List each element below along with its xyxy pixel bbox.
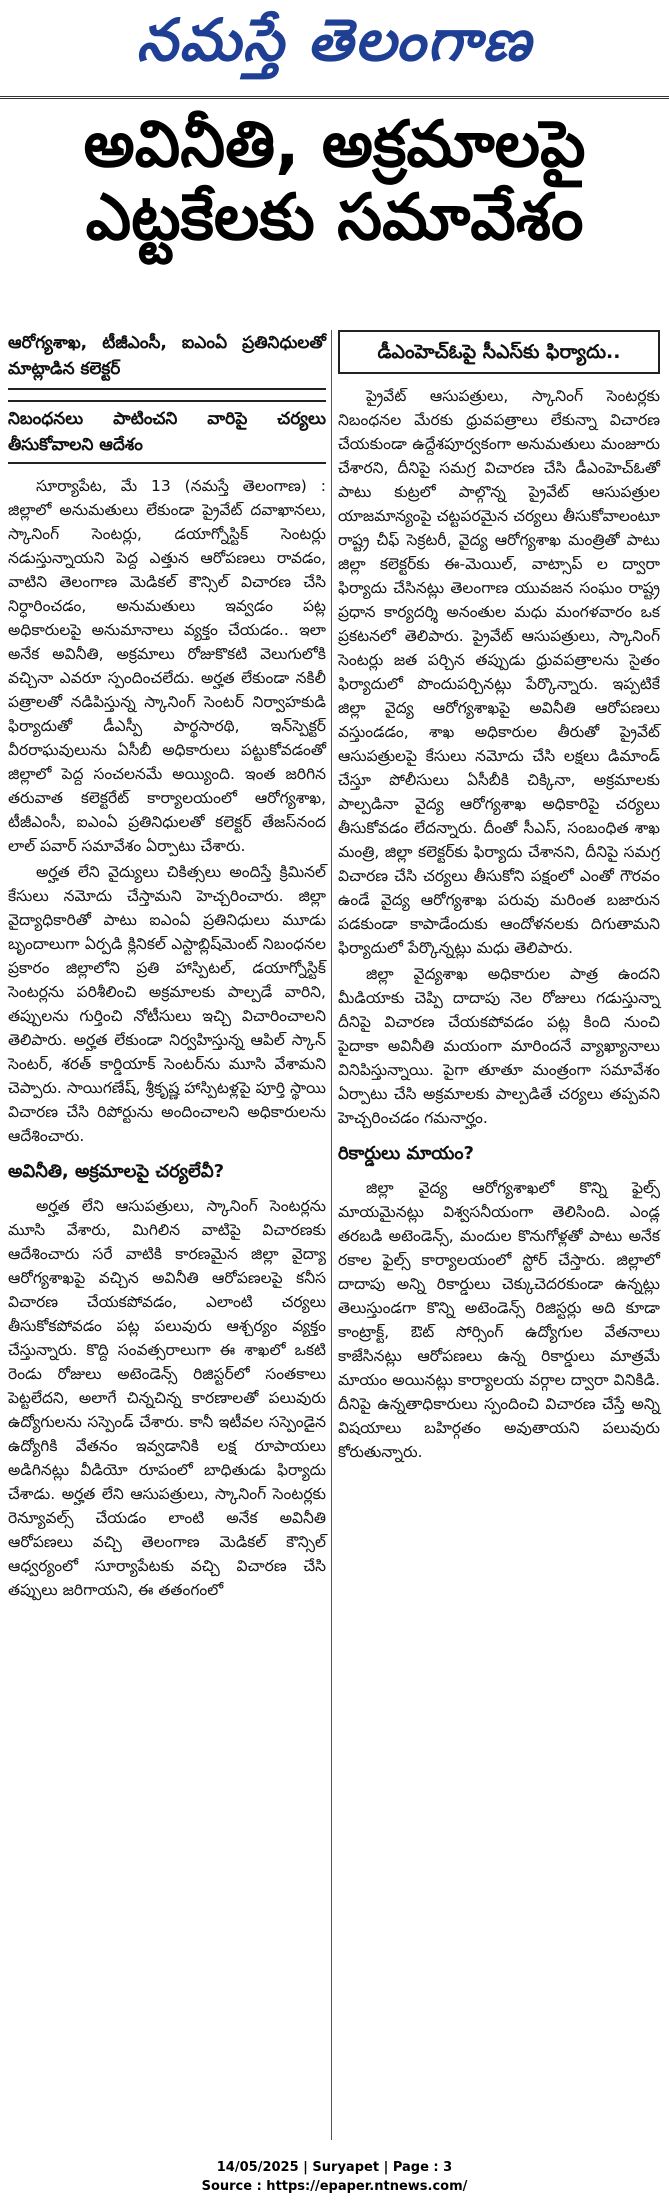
section-heading: రికార్డులు మాయం?	[338, 1143, 474, 1164]
article-paragraph: సూర్యాపేట, మే 13 (నమస్తే తెలంగాణ) : జిల్లాలో అనుమతులు లేకుండా ప్రైవేట్ దవాఖానలు, స్కానింగ్ సెంటర్లు, డయాగ్నోస్టిక్ సెంటర్లు నడుస్తున్నాయని పెద్ద ఎత్తున ఆరోపణలు రావడం, వాటిని తెలంగాణ మెడికల్ కౌన్సిల్ విచారణ చేసి నిర్ధారించడం, అనుమతులు ఇవ్వడం పట్ల అధికారులపై అనుమానాలు వ్యక్తం చేయడం.. ఇలా అనేక అవినీతి, అక్రమాలు రోజుకొకటి వెలుగులోకి వచ్చినా ఎవరూ స్పందించలేదు. అర్హత లేకుండా నకిలీ పత్రాలతో నడిపిస్తున్న స్కానింగ్ సెంటర్ నిర్వాహకుడి ఫిర్యాదుతో డీఎస్పీ పార్థసారథి, ఇన్‌స్పెక్టర్ వీరరాఘవులును ఏసీబీ అధికారులు పట్టుకోవడంతో జిల్లాలో పెద్ద సంచలనమే అయ్యింది. ఇంత జరిగిన తరువాత కలెక్టరేట్ కార్యాలయంలో ఆరోగ్యశాఖ, టీజీఎంసీ, ఐఎంఏ ప్రతినిధులతో కలెక్టర్ తేజస్‌నంద లాల్ పవార్ సమావేశం ఏర్పాటు చేశారు.	[8, 477, 326, 855]
masthead	[0, 0, 669, 95]
article-paragraph: ప్రైవేట్ ఆసుపత్రులు, స్కానింగ్ సెంటర్లకు నిబంధనల మేరకు ధ్రువపత్రాలు లేకున్నా విచారణ చేయకుండా ఉద్దేశపూర్వకంగా అనుమతులు మంజూరు చేశారని, దీనిపై సమగ్ర విచారణ చేసి డీఎంహెచ్‌ఓతో పాటు కుట్రలో పాల్గొన్న ప్రైవేట్ ఆసుపత్రుల యాజమాన్యంపై చట్టపరమైన చర్యలు తీసుకోవాలంటూ రాష్ట్ర చీఫ్ సెక్రటరీ, వైద్య ఆరోగ్యశాఖ మంత్రితో పాటు జిల్లా కలెక్టర్‌కు ఈ-మెయిల్, వాట్సాప్ ల ద్వారా ఫిర్యాదు చేసినట్లు తెలంగాణ యువజన సంఘం రాష్ట్ర ప్రధాన కార్యదర్శి అనంతుల మధు మంగళవారం ఒక ప్రకటనలో తెలిపారు. ప్రైవేట్ ఆసుపత్రులు, స్కానింగ్ సెంటర్లు జత పర్చిన తప్పుడు ధ్రువపత్రాలను సైతం ఫిర్యాదులో పొందుపర్చినట్లు పేర్కొన్నారు. ఇప్పటికే జిల్లా వైద్య ఆరోగ్యశాఖపై అవినీతి ఆరోపణలు వస్తుండడం, శాఖ అధికారుల తీరుతో ప్రైవేట్ ఆసుపత్రులపై కేసులు నమోదు చేసి లక్షలు డిమాండ్ చేస్తూ పోలీసులు ఏసీబీకి చిక్కినా, అక్రమాలకు పాల్పడినా వైద్య ఆరోగ్యశాఖ అధికారిపై చర్యలు తీసుకోవడం లేదన్నారు. దీంతో సీఎస్, సంబంధిత శాఖ మంత్రి, జిల్లా కలెక్టర్‌కు ఫిర్యాదు చేశానని, దీనిపై సమగ్ర విచారణ చేసి చర్యలు తీసుకోని పక్షంలో ఎంతో గౌరవం ఉండే వైద్య ఆరోగ్యశాఖ పరువు మరింత బజారున పడకుండా కాపాడేందుకు ఆందోళనలకు దిగుతామని ఫిర్యాదులో పేర్కొన్నట్లు మధు తెలిపారు.	[338, 387, 660, 957]
column-divider	[331, 330, 332, 2140]
section-heading: అవినీతి, అక్రమాలపై చర్యలేవీ?	[8, 1161, 225, 1182]
left-column	[8, 330, 326, 1604]
right-column	[338, 330, 660, 1466]
headline	[0, 108, 669, 256]
masthead-title: నమస్తే తెలంగాణ	[136, 6, 533, 74]
footer-source-line: Source : https://epaper.ntnews.com/	[201, 2179, 468, 2194]
footer-date-line: 14/05/2025 | Suryapet | Page : 3	[216, 2160, 453, 2175]
boxed-heading: డీఎంహెచ్‌ఓపై సీఎస్‌కు ఫిర్యాదు..	[338, 330, 660, 374]
headline-line-2: ఎట్టకేలకు సమావేశం	[85, 181, 584, 256]
page-footer	[0, 2158, 669, 2196]
article-paragraph: జిల్లా వైద్యశాఖ అధికారుల పాత్ర ఉందని మీడియాకు చెప్పి దాదాపు నెల రోజులు గడుస్తున్నా దీనిపై విచారణ చేయకపోవడం పట్ల కింది నుంచి పైదాకా అవినీతి మయంగా మారిందనే వ్యాఖ్యానాలు వినిపిస్తున్నాయి. పైగా తూతూ మంత్రంగా సమావేశం ఏర్పాటు చేసి అక్రమాలకు పాల్పడితే చర్యలు తప్పవని హెచ్చరించడం గమనార్హం.	[338, 965, 660, 1127]
kicker: ఆరోగ్యశాఖ, టీజీఎంసీ, ఐఎంఏ ప్రతినిధులతో మాట్లాడిన కలెక్టర్	[8, 330, 326, 390]
headline-line-1: అవినీతి, అక్రమాలపై	[83, 108, 586, 182]
article-paragraph: అర్హత లేని వైద్యులు చికిత్సలు అందిస్తే క్రిమినల్ కేసులు నమోదు చేస్తామని హెచ్చరించారు. జిల్లా వైద్యాధికారితో పాటు ఐఎంఏ ప్రతినిధులు మూడు బృందాలుగా ఏర్పడి క్లినికల్ ఎస్టాబ్లిష్‌మెంట్ నిబంధనల ప్రకారం జిల్లాలోని ప్రతి హాస్పిటల్, డయాగ్నోస్టిక్ సెంటర్లను పరిశీలించి అక్రమాలకు పాల్పడే వారిని, తప్పులను గుర్తించి నోటీసులు ఇచ్చి విచారించాలని తెలిపారు. అర్హత లేకుండా నిర్వహిస్తున్న ఆపిల్ స్కాన్ సెంటర్, శరత్ కార్డియాక్ సెంటర్‌ను మూసి వేశామని చెప్పారు. సాయిగణేష్, శ్రీకృష్ణ హాస్పిటళ్లపై పూర్తి స్థాయి విచారణ చేసి రిపోర్టును అందించాలని అధికారులను ఆదేశించారు.	[8, 863, 326, 1145]
article-paragraph: జిల్లా వైద్య ఆరోగ్యశాఖలో కొన్ని ఫైల్స్ మాయమైనట్లు విశ్వసనీయంగా తెలిసింది. ఎండ్ల తరబడి అటెండెన్స్, మందుల కొనుగోళ్లతో పాటు అనేక రకాల ఫైల్స్ కార్యాలయంలో స్టోర్ చేస్తారు. జిల్లాలో దాదాపు అన్ని రికార్డులు చెక్కుచెదరకుండా ఉన్నట్లు తెలుస్తుండగా కొన్ని అటెండెన్స్ రిజిస్టర్లు అది కూడా కాంట్రాక్ట్, ఔట్ సోర్సింగ్ ఉద్యోగుల వేతనాలు కాజేసినట్లు ఆరోపణలు ఉన్న రికార్డులు మాత్రమే మాయం అయినట్లు కార్యాలయ వర్గాల ద్వారా వినికిడి. దీనిపై ఉన్నతాధికారులు స్పందించి విచారణ చేస్తే అన్ని విషయాలు బహిర్గతం అవుతాయని పలువురు కోరుతున్నారు.	[338, 1179, 660, 1461]
masthead-rule	[0, 96, 669, 99]
article-paragraph: అర్హత లేని ఆసుపత్రులు, స్కానింగ్ సెంటర్లను మూసి వేశారు, మిగిలిన వాటిపై విచారణకు ఆదేశించారు సరే వాటికి కారణమైన జిల్లా వైద్యా ఆరోగ్యశాఖపై వచ్చిన అవినీతి ఆరోపణలపై కనీస విచారణ చేయకపోవడం, ఎలాంటి చర్యలు తీసుకోకపోవడం పట్ల పలువురు ఆశ్చర్యం వ్యక్తం చేస్తున్నారు. కొద్ది సంవత్సరాలుగా ఈ శాఖలో ఒకటి రెండు రోజులు అటెండెన్స్ రిజిస్టర్‌లో సంతకాలు పెట్టలేదని, అలాగే చిన్నచిన్న కారణాలతో పలువురు ఉద్యోగులను సస్పెండ్ చేశారు. కానీ ఇటీవల సస్పెండైన ఉద్యోగికి వేతనం ఇవ్వడానికి లక్ష రూపాయలు అడిగినట్లు వీడియో రూపంలో బాధితుడు ఫిర్యాదు చేశాడు. అర్హత లేని ఆసుపత్రులు, స్కానింగ్ సెంటర్లకు రెన్యూవల్స్ చేయడం లాంటి అనేక అవినీతి ఆరోపణలు వచ్చి తెలంగాణ మెడికల్ కౌన్సిల్ ఆధ్వర్యంలో సూర్యాపేటకు వచ్చి విచారణ చేసి తప్పులు జరిగాయని, ఈ తతంగంలో	[8, 1197, 326, 1599]
subheadline: నిబంధనలు పాటించని వారిపై చర్యలు తీసుకోవాలని ఆదేశం	[8, 400, 326, 464]
